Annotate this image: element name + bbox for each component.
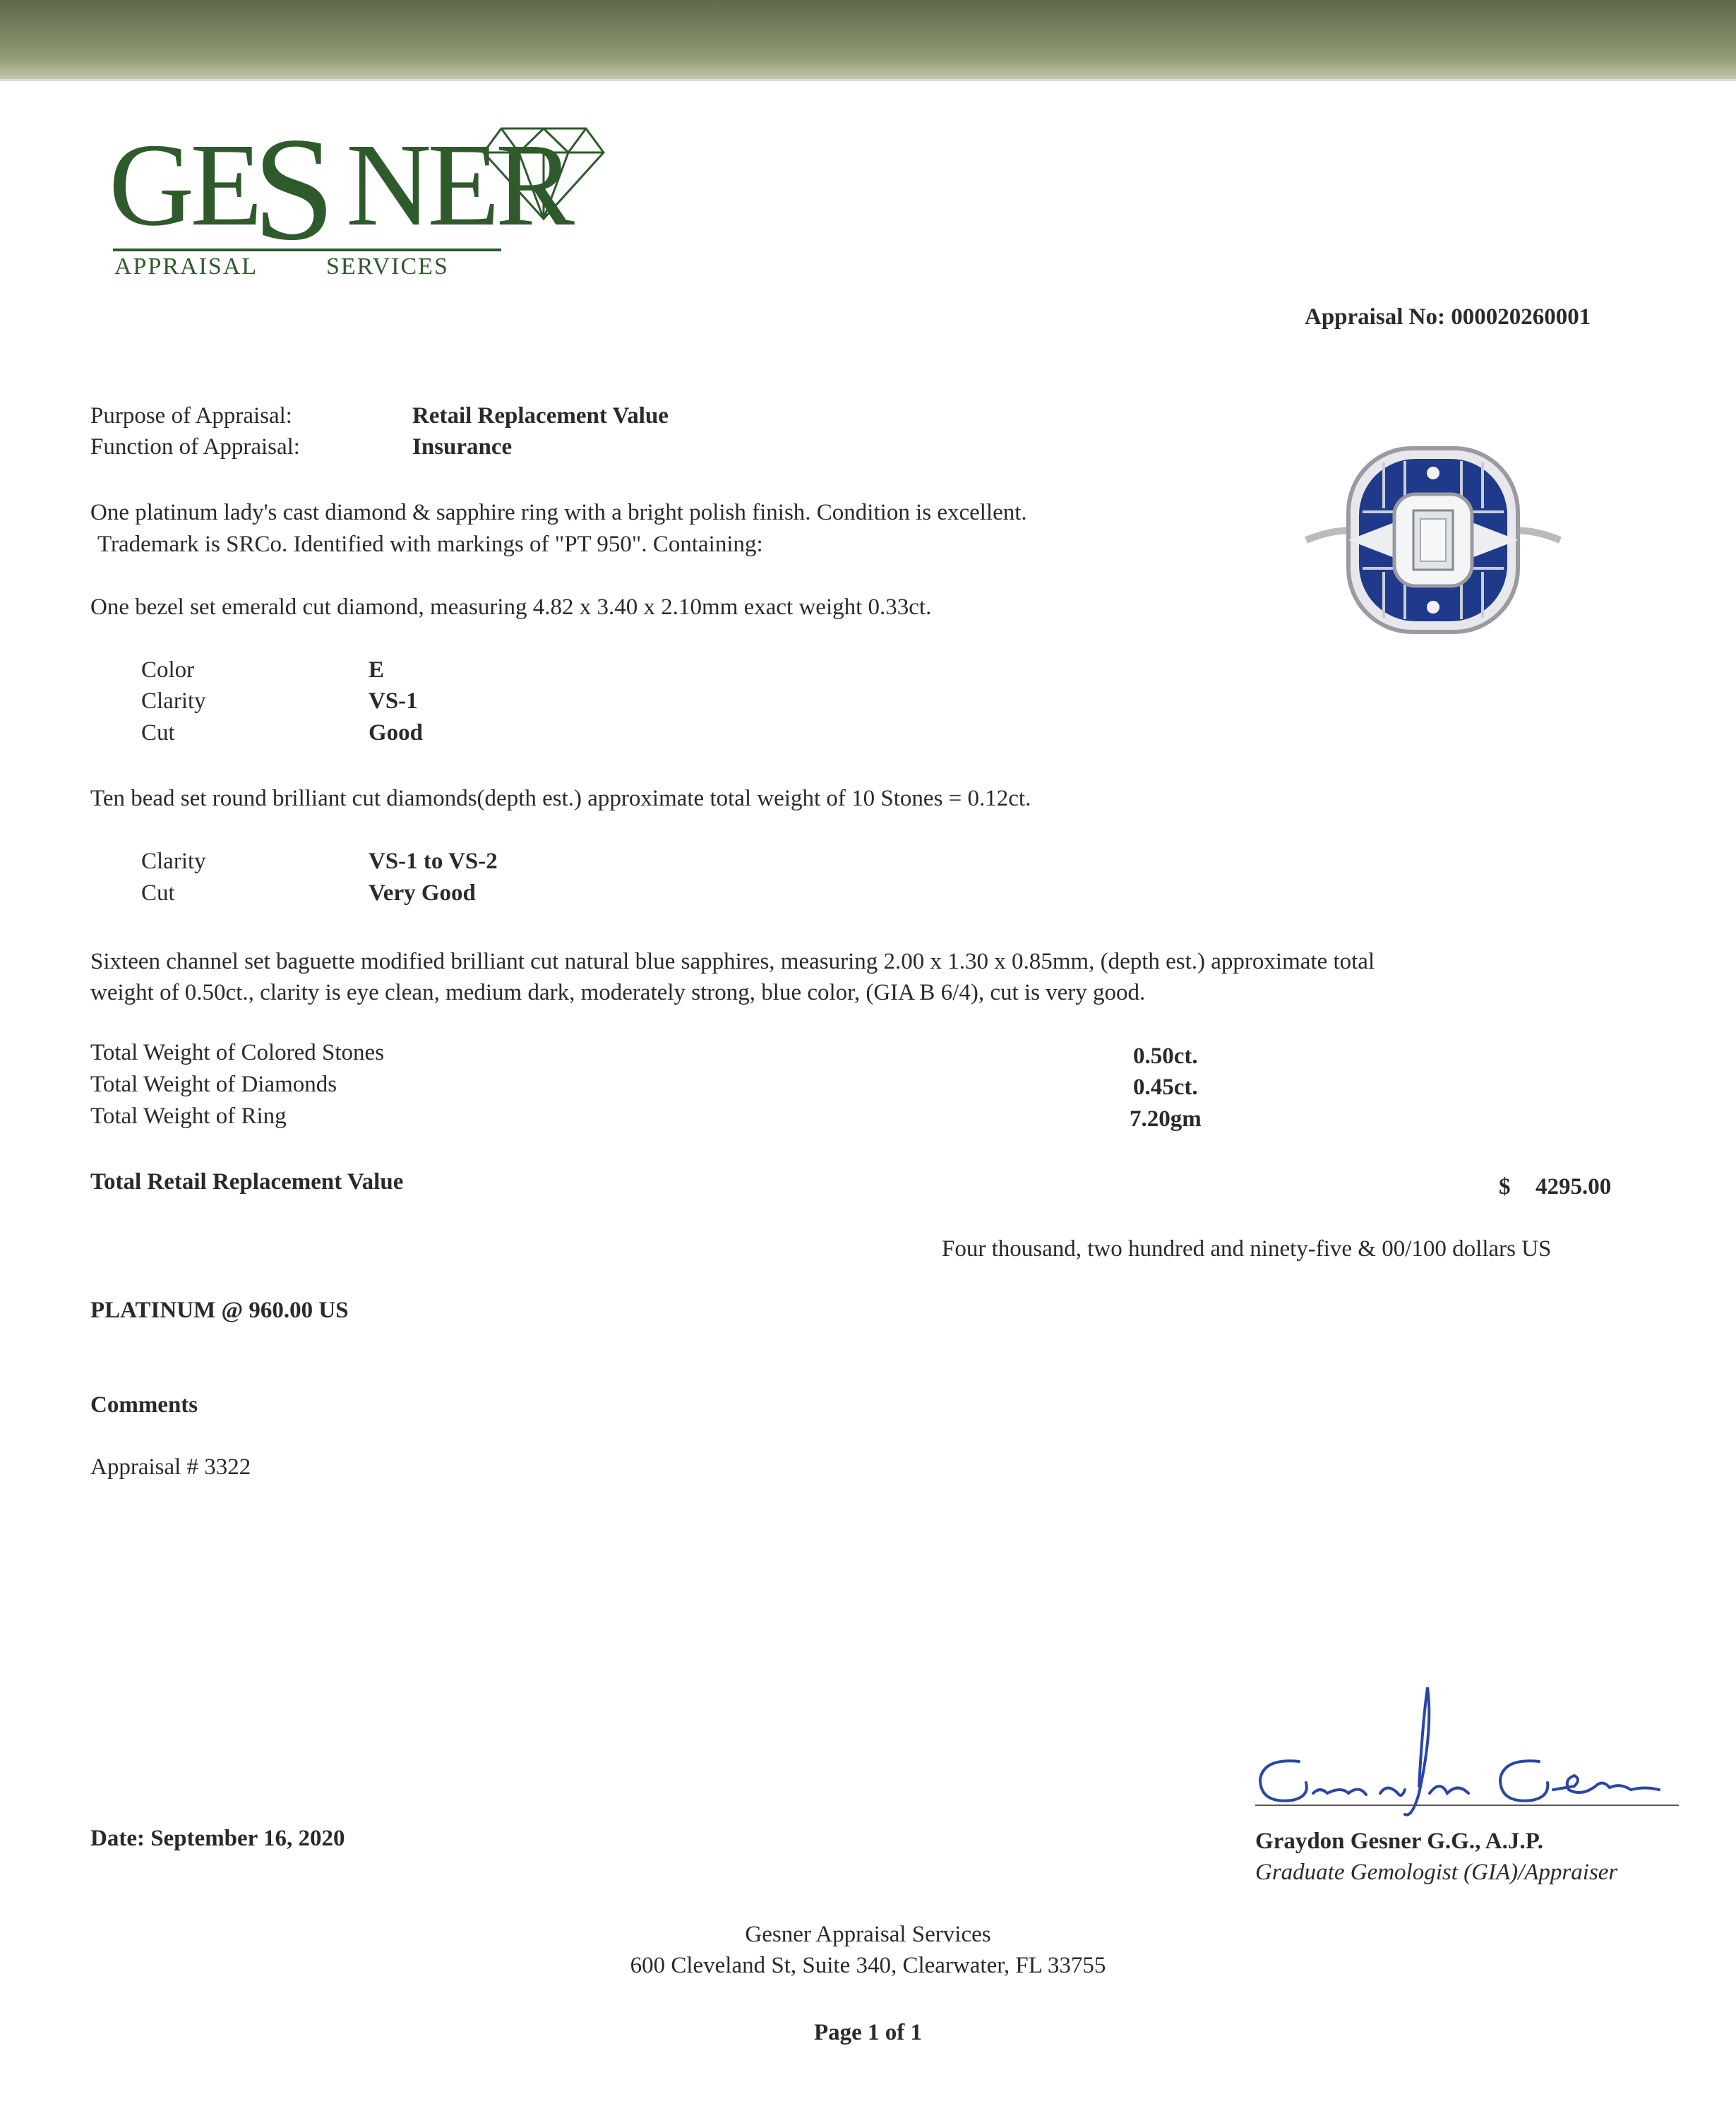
colored-stones-label: Total Weight of Colored Stones	[90, 1040, 385, 1065]
sapphires-line-1: Sixteen channel set baguette modified brilliant cut natural blue sapphires, measuring 2.00 x 1.30 x 0.85mm, (depth est.) approximate total	[90, 949, 1375, 974]
svg-text:S: S	[253, 113, 335, 271]
scan-border-edge	[0, 79, 1736, 81]
sapphires-line-2: weight of 0.50ct., clarity is eye clean, medium dark, moderately strong, blue color, (GIA B 6/4), cut is very good.	[90, 980, 1146, 1005]
gesner-logo	[106, 113, 607, 289]
appraisal-number-value: 000020260001	[1451, 304, 1591, 330]
ring-weight-value: 7.20gm	[1130, 1106, 1202, 1132]
description-line-1: One platinum lady's cast diamond & sapphire ring with a bright polish finish. Condition is excellent.	[90, 500, 1027, 525]
side-clarity-label: Clarity	[141, 849, 206, 874]
appraiser-title: Graduate Gemologist (GIA)/Appraiser	[1255, 1860, 1618, 1885]
svg-text:NER: NER	[346, 119, 570, 251]
side-diamonds-text: Ten bead set round brilliant cut diamonds(depth est.) approximate total weight of 10 Stones = 0.12ct.	[90, 786, 1031, 811]
total-value-amount: 4295.00	[1536, 1174, 1612, 1199]
appraisal-number	[1305, 302, 1591, 332]
signature-line	[1255, 1805, 1679, 1806]
ring-photo	[1299, 434, 1567, 646]
appraisal-date: Date: September 16, 2020	[90, 1826, 345, 1851]
side-clarity-value: VS-1 to VS-2	[369, 849, 498, 874]
appraiser-name: Graydon Gesner G.G., A.J.P.	[1255, 1829, 1543, 1854]
clarity-value: VS-1	[369, 688, 418, 714]
total-value-words: Four thousand, two hundred and ninety-five & 00/100 dollars US	[942, 1236, 1552, 1262]
description-line-2: Trademark is SRCo. Identified with markings of "PT 950". Containing:	[97, 532, 763, 557]
comments-text: Appraisal # 3322	[90, 1454, 251, 1480]
function-value: Insurance	[412, 434, 513, 460]
page-number: Page 1 of 1	[813, 2020, 923, 2045]
color-label: Color	[141, 657, 195, 683]
cut-value: Good	[369, 720, 424, 746]
center-diamond-text: One bezel set emerald cut diamond, measuring 4.82 x 3.40 x 2.10mm exact weight 0.33ct.	[90, 594, 932, 620]
function-label: Function of Appraisal:	[90, 434, 300, 460]
platinum-price: PLATINUM @ 960.00 US	[90, 1298, 349, 1323]
footer-company: Gesner Appraisal Services	[745, 1922, 991, 1947]
diamonds-weight-value: 0.45ct.	[1133, 1075, 1198, 1100]
appraisal-number-label: Appraisal No:	[1305, 304, 1445, 330]
cut-label: Cut	[141, 720, 175, 746]
svg-text:SERVICES: SERVICES	[326, 253, 449, 280]
ring-weight-label: Total Weight of Ring	[90, 1103, 287, 1129]
side-cut-label: Cut	[141, 880, 175, 906]
scan-border	[0, 0, 1736, 81]
svg-text:APPRAISAL: APPRAISAL	[114, 253, 258, 280]
colored-stones-value: 0.50ct.	[1133, 1043, 1198, 1069]
color-value: E	[369, 657, 385, 683]
comments-heading: Comments	[90, 1392, 198, 1418]
total-value-label: Total Retail Replacement Value	[90, 1169, 404, 1195]
footer-address: 600 Cleveland St, Suite 340, Clearwater, FL 33755	[630, 1953, 1106, 1978]
side-cut-value: Very Good	[369, 880, 476, 906]
clarity-label: Clarity	[141, 688, 206, 714]
diamonds-weight-label: Total Weight of Diamonds	[90, 1072, 337, 1097]
purpose-label: Purpose of Appraisal:	[90, 403, 292, 429]
svg-text:GE: GE	[109, 119, 258, 251]
purpose-value: Retail Replacement Value	[412, 403, 669, 429]
total-value-currency: $	[1499, 1174, 1511, 1199]
signature	[1243, 1680, 1694, 1821]
